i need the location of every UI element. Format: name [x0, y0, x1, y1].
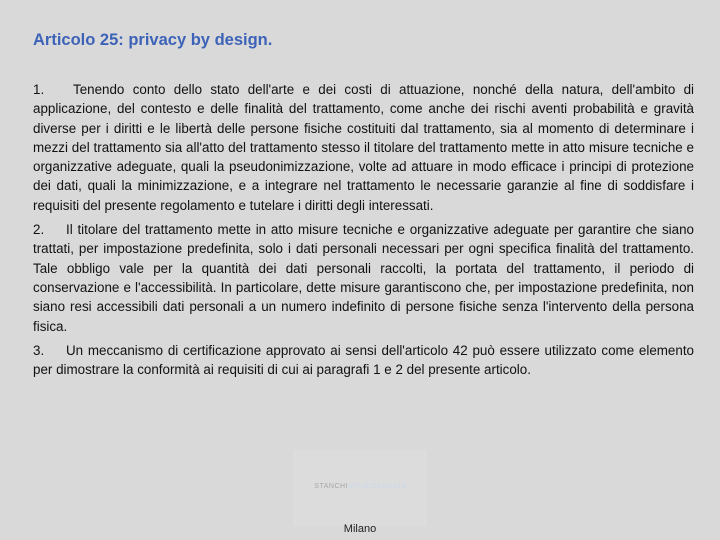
paragraph-number: 1.	[33, 82, 45, 97]
paragraph-text: Tenendo conto dello stato dell'arte e dei costi di attuazione, nonché della natura, dell'ambito di applicazione, del contesto e delle finalità del trattamento, come anche dei rischi aventi probabilità e gravità diverse per i diritti e le libertà delle persone fisiche costituiti dal trattamento, sia al momento di determinare i mezzi del trattamento sia all'atto del trattamento stesso il titolare del trattamento mette in atto misure tecniche e organizzative adeguate, quali la pseudonimizzazione, volte ad attuare in modo efficace i principi di protezione dei dati, quali la minimizzazione, e a integrare nel trattamento le necessarie garanzie al fine di soddisfare i requisiti del presente regolamento e tutelare i diritti degli interessati.	[33, 82, 694, 213]
paragraph-2	[33, 220, 694, 336]
paragraph-text: Il titolare del trattamento mette in atto misure tecniche e organizzative adeguate per garantire che siano trattati, per impostazione predefinita, solo i dati personali necessari per ogni specifica finalità del trattamento. Tale obbligo vale per la quantità dei dati personali raccolti, la portata del trattamento, il periodo di conservazione e l'accessibilità. In particolare, dette misure garantiscono che, per impostazione predefinita, non siano resi accessibili dati personali a un numero indefinito di persone fisiche senza l'intervento della persona fisica.	[33, 222, 694, 334]
paragraph-1	[33, 80, 694, 215]
paragraph-number: 2.	[33, 222, 45, 238]
paragraph-3	[33, 341, 694, 380]
page-title: Articolo 25: privacy by design.	[33, 31, 273, 49]
paragraph-number: 3.	[33, 342, 45, 358]
logo-text-part2: STUDIOLEGALE	[348, 483, 408, 490]
firm-logo	[301, 483, 421, 490]
paragraph-text: Un meccanismo di certificazione approvato ai sensi dell'articolo 42 può essere utilizzato come elemento per dimostrare la conformità ai requisiti di cui ai paragrafi 1 e 2 del presente articolo.	[33, 342, 694, 378]
article-body	[33, 80, 694, 384]
footer-city: Milano	[343, 523, 377, 535]
logo-text-part1: STANCHI	[314, 483, 349, 490]
